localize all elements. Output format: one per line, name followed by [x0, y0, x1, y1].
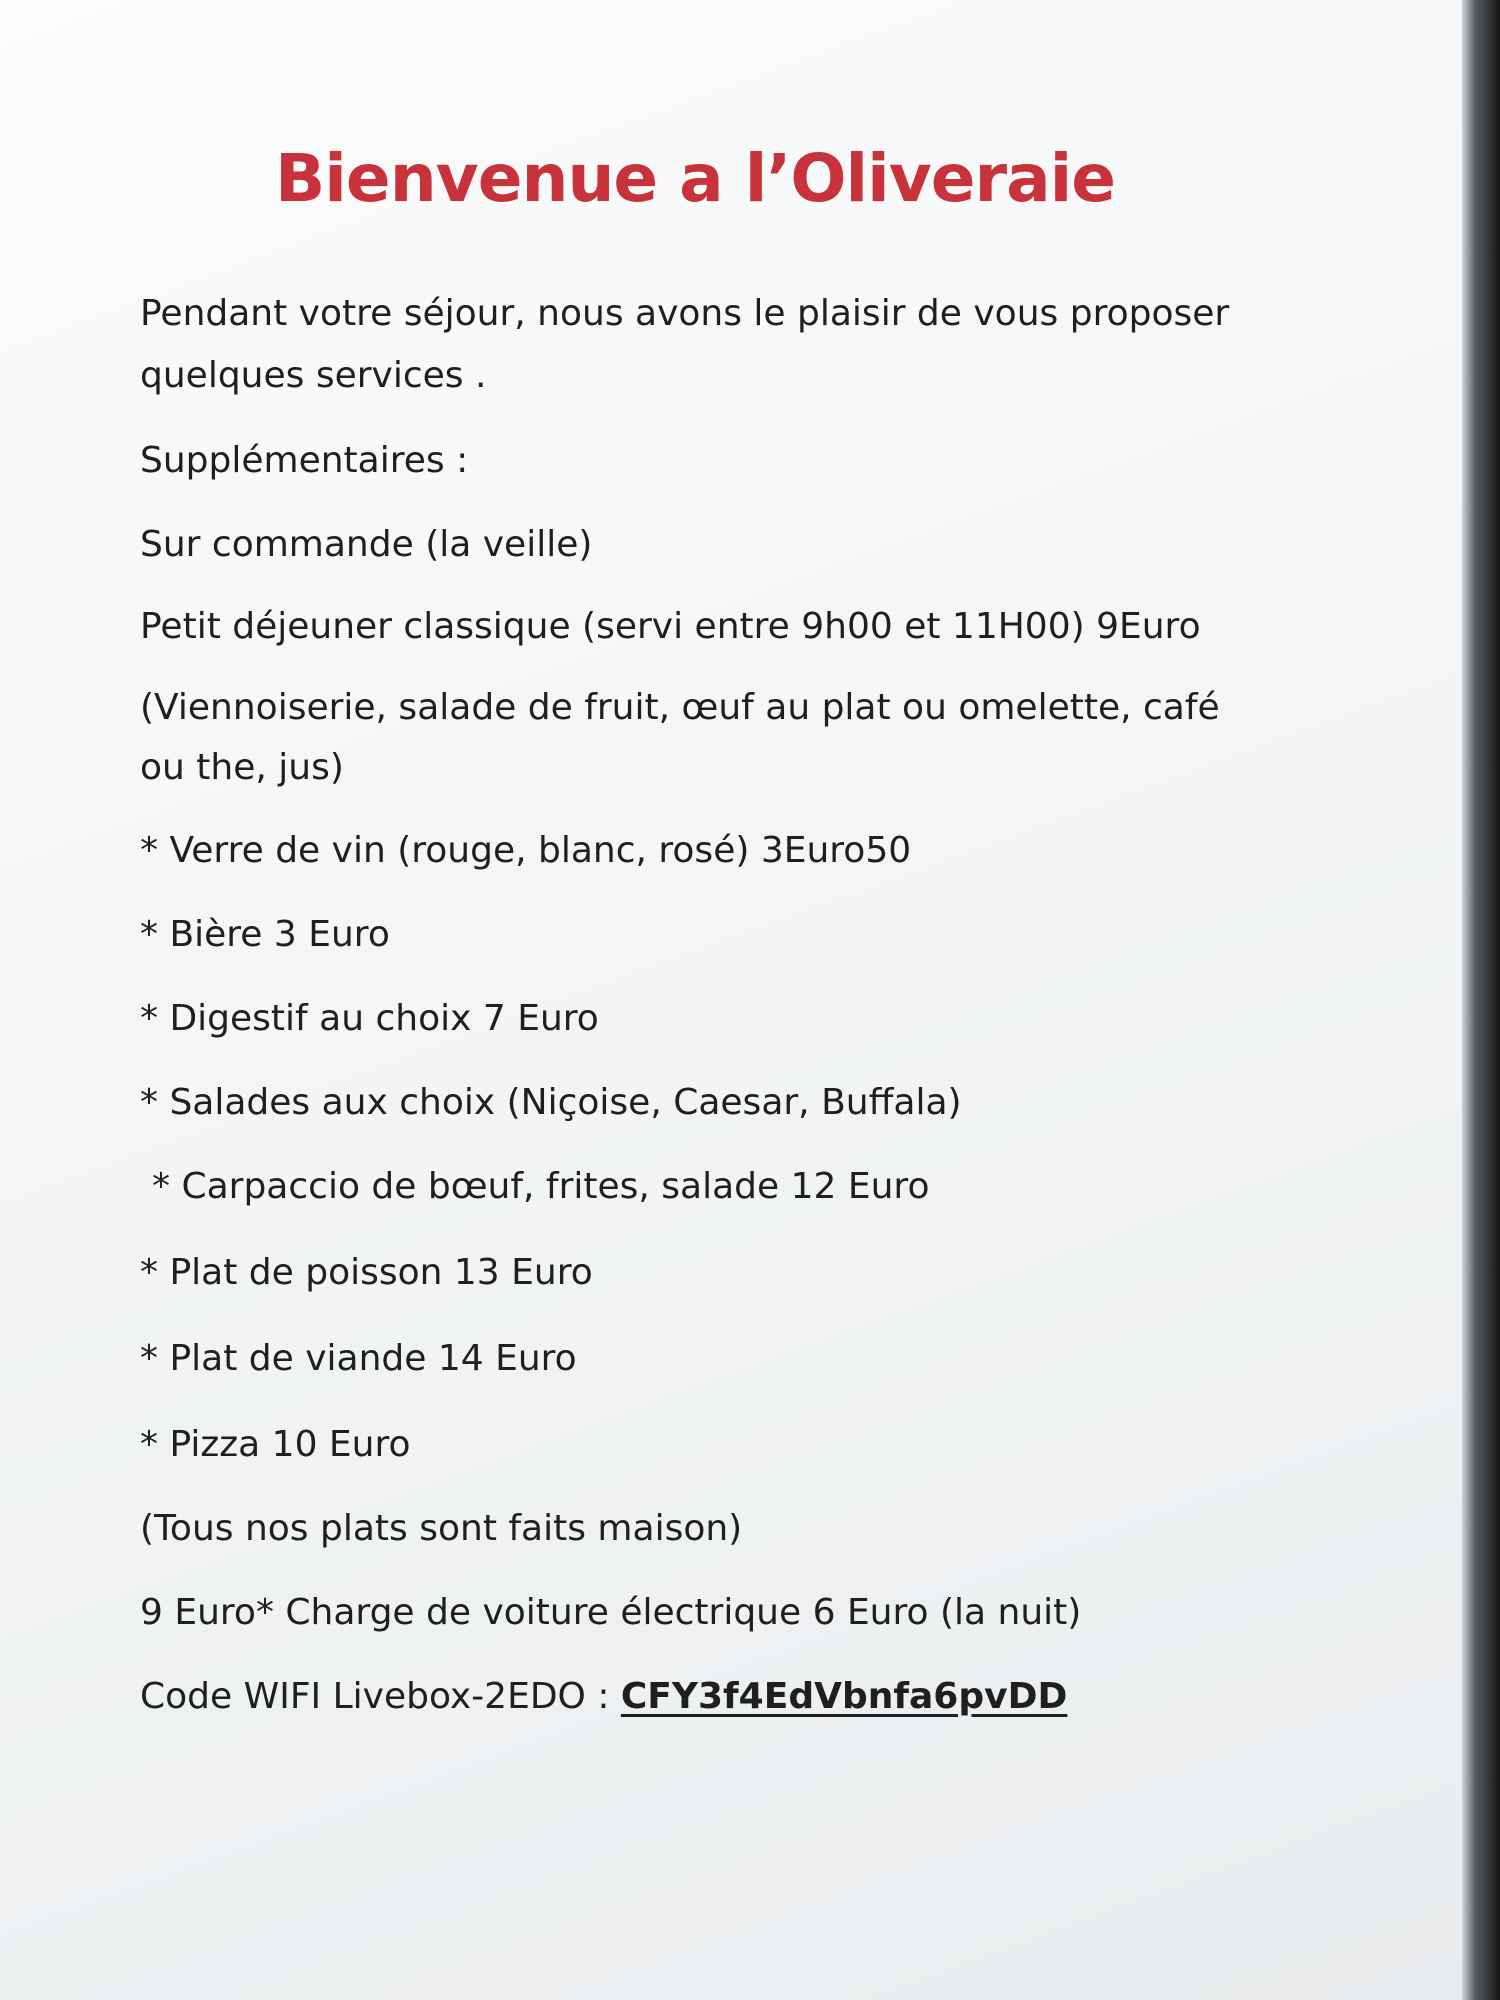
menu-item: * Salades aux choix (Niçoise, Caesar, Buffala): [140, 1082, 962, 1123]
wifi-code[interactable]: CFY3f4EdVbnfa6pvDD: [620, 1676, 1068, 1717]
homemade-note: (Tous nos plats sont faits maison): [140, 1508, 743, 1549]
breakfast-details: (Viennoiserie, salade de fruit, œuf au plat ou omelette, café: [140, 687, 1220, 728]
page-title: Bienvenue a l’Oliveraie: [275, 140, 1115, 217]
order-note: Sur commande (la veille): [140, 524, 593, 565]
menu-item: * Plat de viande 14 Euro: [140, 1338, 577, 1379]
breakfast-details: ou the, jus): [140, 747, 344, 788]
menu-item: * Pizza 10 Euro: [140, 1424, 411, 1465]
intro-line: quelques services .: [140, 355, 487, 396]
ev-charging-line: 9 Euro* Charge de voiture électrique 6 Euro (la nuit): [140, 1592, 1082, 1633]
menu-item: * Plat de poisson 13 Euro: [140, 1252, 593, 1293]
menu-item: * Bière 3 Euro: [140, 914, 390, 955]
intro-line: Pendant votre séjour, nous avons le plaisir de vous proposer: [140, 293, 1230, 334]
wifi-label: Code WIFI Livebox-2EDO :: [140, 1676, 621, 1717]
breakfast-line: Petit déjeuner classique (servi entre 9h00 et 11H00) 9Euro: [140, 606, 1201, 647]
menu-item: * Verre de vin (rouge, blanc, rosé) 3Euro50: [140, 830, 912, 871]
menu-item: * Digestif au choix 7 Euro: [140, 998, 599, 1039]
section-heading: Supplémentaires :: [140, 440, 469, 481]
menu-item: * Carpaccio de bœuf, frites, salade 12 Euro: [152, 1166, 930, 1207]
table-edge: [1462, 0, 1500, 2000]
wifi-line: [140, 1662, 1320, 1732]
services-list: [140, 280, 1320, 1732]
